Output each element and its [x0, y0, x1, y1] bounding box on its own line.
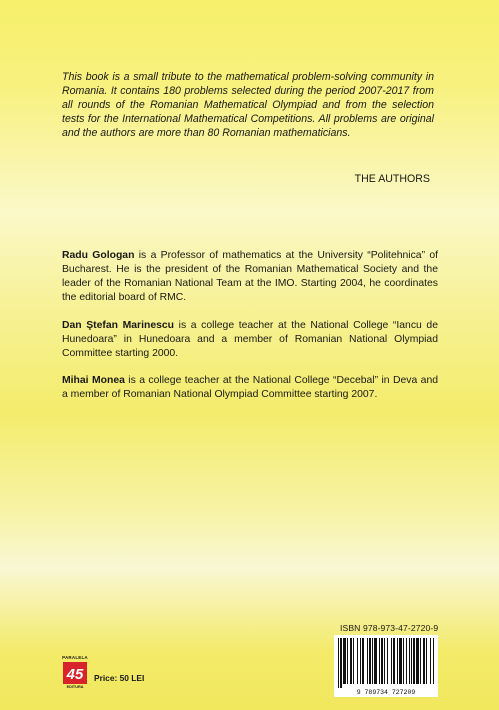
publisher-sub: EDITURA — [66, 685, 84, 689]
publisher-brand: PARALELA — [62, 655, 88, 660]
isbn-label: ISBN 978-973-47-2720-9 — [340, 623, 439, 633]
barcode-graphic — [334, 635, 438, 697]
bio-radu-gologan — [62, 249, 438, 305]
intro-paragraph: This book is a small tribute to the mathematical problem-solving community in Romania. It contains 180 problems selected during the period 2007-2017 from all rounds of the Romanian Mathematical Olympiad and from the selection tests for the International Mathematical Competitions. All problems are original and the authors are more than 80 Romanian mathematicians. — [62, 71, 434, 140]
author-name: Radu Gologan — [62, 250, 135, 261]
bio-text: is a college teacher at the National College “Iancu de Hunedoara” in Hunedoara and a member of Romanian National Olympiad Committee starting 2000. — [62, 320, 438, 360]
bio-dan-stefan-marinescu — [62, 319, 438, 361]
price-label: Price: 50 LEI — [94, 673, 145, 683]
publisher-logo-icon — [62, 661, 88, 685]
publisher-number: 45 — [66, 666, 84, 683]
authors-signature: THE AUTHORS — [354, 173, 430, 185]
bio-text: is a Professor of mathematics at the University “Politehnica” of Bucharest. He is the president of the Romanian Mathematical Society and the leader of the Romanian National Team at the IMO. Starting 2004, he coordinates the editorial board of RMC. — [62, 250, 439, 304]
barcode — [334, 635, 438, 697]
bio-mihai-monea — [62, 374, 438, 402]
publisher-logo — [62, 655, 88, 689]
author-name: Mihai Monea — [62, 375, 125, 386]
author-name: Dan Ştefan Marinescu — [62, 320, 175, 331]
barcode-digits: 9 789734 727209 — [356, 689, 416, 696]
bio-text: is a college teacher at the National College “Decebal” in Deva and a member of Romanian National Olympiad Committee starting 2007. — [62, 375, 438, 401]
